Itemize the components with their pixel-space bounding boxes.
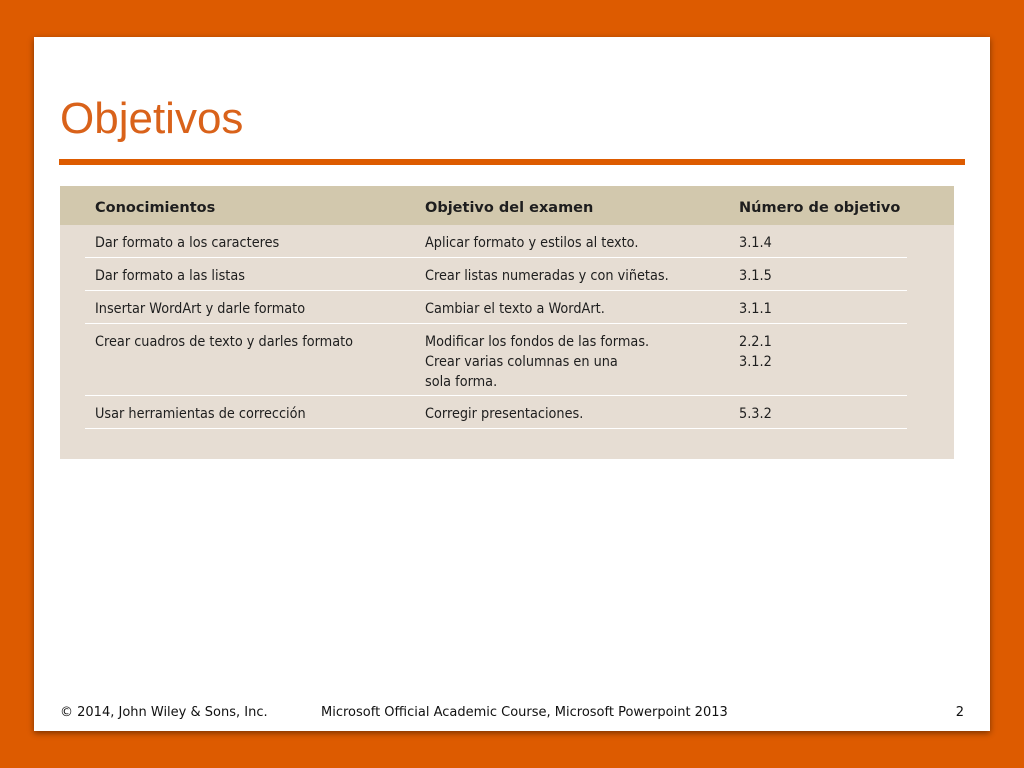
- number-line: 2.2.1: [739, 334, 772, 350]
- objective-line: Aplicar formato y estilos al texto.: [425, 235, 639, 251]
- objective-cell: [425, 266, 669, 286]
- number-cell: [739, 404, 772, 424]
- objective-line: Crear listas numeradas y con viñetas.: [425, 268, 669, 284]
- number-cell: [739, 233, 772, 253]
- footer-page-number: 2: [955, 705, 964, 720]
- skill-cell: Dar formato a los caracteres: [95, 235, 280, 251]
- header-numero: Número de objetivo: [739, 200, 901, 216]
- number-cell: [739, 266, 772, 286]
- objective-cell: [425, 233, 638, 253]
- objective-line: sola forma.: [425, 374, 498, 390]
- table-row: [85, 258, 907, 291]
- objective-cell: [425, 404, 583, 424]
- number-line: 3.1.4: [739, 235, 772, 251]
- objective-line: Modificar los fondos de las formas.: [425, 334, 650, 350]
- number-cell: [739, 299, 772, 319]
- skill-cell: Crear cuadros de texto y darles formato: [95, 334, 354, 350]
- number-cell: [739, 332, 772, 372]
- skill-cell: Dar formato a las listas: [95, 268, 245, 284]
- table-row: [85, 291, 907, 324]
- header-conocimientos: Conocimientos: [95, 200, 216, 216]
- objective-line: Cambiar el texto a WordArt.: [425, 301, 605, 317]
- table-row: [85, 324, 907, 396]
- header-objetivo: Objetivo del examen: [425, 200, 594, 216]
- objective-line: Crear varias columnas en una: [425, 354, 618, 370]
- number-line: 3.1.2: [739, 354, 772, 370]
- table-row: [85, 225, 907, 258]
- number-line: 3.1.1: [739, 301, 772, 317]
- slide-title: Objetivos: [60, 94, 244, 143]
- objective-cell: [425, 332, 649, 392]
- skill-cell: Usar herramientas de corrección: [95, 406, 306, 422]
- slide: [34, 37, 990, 731]
- objective-line: Corregir presentaciones.: [425, 406, 584, 422]
- objective-cell: [425, 299, 605, 319]
- number-line: 3.1.5: [739, 268, 772, 284]
- footer-course: Microsoft Official Academic Course, Microsoft Powerpoint 2013: [321, 705, 728, 720]
- table-row: [85, 396, 907, 429]
- title-underline: [59, 159, 965, 165]
- table-header: [60, 186, 954, 225]
- objectives-table: [60, 186, 954, 459]
- footer-copyright: © 2014, John Wiley & Sons, Inc.: [60, 705, 268, 720]
- skill-cell: Insertar WordArt y darle formato: [95, 301, 306, 317]
- number-line: 5.3.2: [739, 406, 772, 422]
